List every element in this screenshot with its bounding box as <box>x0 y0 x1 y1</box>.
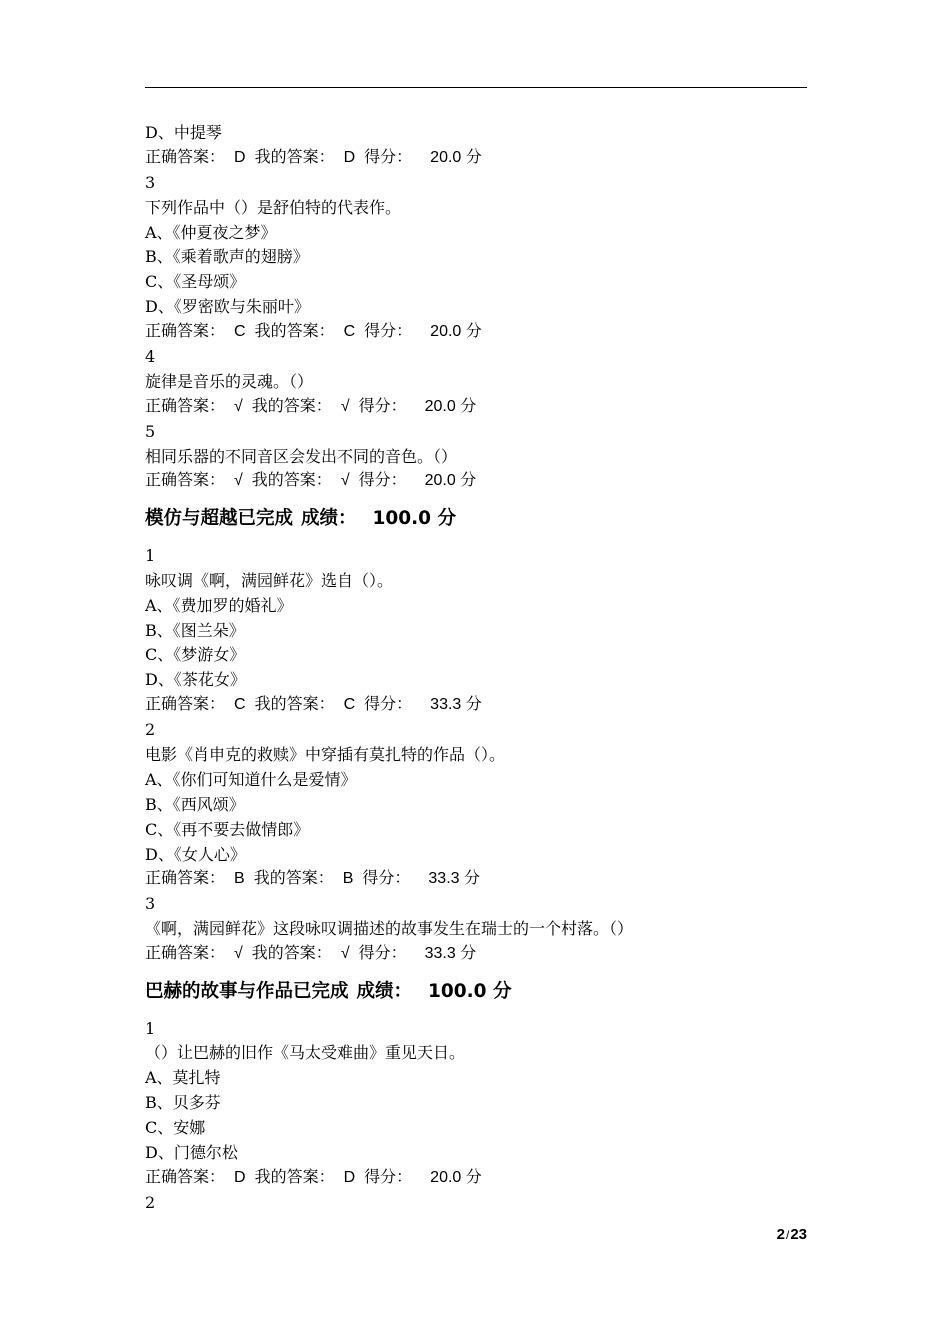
page-number <box>777 1226 807 1243</box>
answer-line <box>145 1166 807 1191</box>
text-line: 旋律是音乐的灵魂。（） <box>145 371 314 391</box>
answer-line <box>145 320 807 345</box>
section-title: 模仿与超越已完成 <box>145 508 294 530</box>
score-label: 得分： <box>362 870 411 888</box>
text-line: B、《图兰朵》 <box>145 620 245 640</box>
correct-answer-label: 正确答案： <box>145 323 226 341</box>
my-answer-value: B <box>342 870 354 888</box>
my-answer-value: √ <box>340 945 350 963</box>
score-label: 得分： <box>364 1168 413 1186</box>
correct-answer-label: 正确答案： <box>145 148 226 166</box>
score-label: 得分： <box>358 472 407 490</box>
my-answer-label: 我的答案： <box>254 1168 335 1186</box>
correct-answer-label: 正确答案： <box>145 1168 226 1186</box>
text-line: A、莫扎特 <box>145 1068 221 1088</box>
text-line: D、《茶花女》 <box>145 670 246 690</box>
text-line: 3 <box>145 894 156 914</box>
my-answer-value: √ <box>340 472 350 490</box>
correct-answer-value: B <box>234 870 245 888</box>
correct-answer-label: 正确答案： <box>145 696 226 714</box>
text-line: 2 <box>145 1192 156 1212</box>
correct-answer-value: C <box>234 323 246 341</box>
text-line: D、中提琴 <box>145 123 222 142</box>
correct-answer-label: 正确答案： <box>145 945 226 963</box>
correct-answer-label: 正确答案： <box>145 472 226 490</box>
my-answer-label: 我的答案： <box>254 323 335 341</box>
my-answer-label: 我的答案： <box>251 397 332 415</box>
document-body <box>145 121 807 1216</box>
text-line: 电影《肖申克的救赎》中穿插有莫扎特的作品（）。 <box>145 744 506 764</box>
answer-line <box>145 469 807 494</box>
text-line: C、《梦游女》 <box>145 645 246 665</box>
my-answer-label: 我的答案： <box>254 696 335 714</box>
text-line: D、《女人心》 <box>145 844 246 864</box>
score-value: 20.0 分 <box>430 1168 482 1186</box>
answer-line <box>145 693 807 718</box>
score-label: 得分： <box>364 696 413 714</box>
score-label: 得分： <box>358 945 407 963</box>
section-score-label: 成绩： <box>356 981 413 1002</box>
header-rule <box>145 87 807 88</box>
my-answer-value: D <box>343 1168 356 1186</box>
answer-line <box>145 867 807 892</box>
score-value: 33.3 分 <box>430 696 482 714</box>
my-answer-label: 我的答案： <box>254 148 335 166</box>
text-line: D、《罗密欧与朱丽叶》 <box>145 297 310 317</box>
text-line: 2 <box>145 720 156 740</box>
text-line: B、贝多芬 <box>145 1093 221 1113</box>
section-score-value: 100.0 分 <box>428 981 512 1002</box>
text-line: A、《仲夏夜之梦》 <box>145 222 277 242</box>
text-line: D、门德尔松 <box>145 1142 238 1162</box>
my-answer-label: 我的答案： <box>251 945 332 963</box>
my-answer-value: √ <box>340 397 350 415</box>
correct-answer-label: 正确答案： <box>145 397 226 415</box>
correct-answer-value: C <box>234 696 246 714</box>
correct-answer-label: 正确答案： <box>145 870 226 888</box>
my-answer-label: 我的答案： <box>251 472 332 490</box>
text-line: 《啊，满园鲜花》这段咏叹调描述的故事发生在瑞士的一个村落。（） <box>145 919 634 939</box>
text-line: 1 <box>145 1018 156 1038</box>
text-line: 咏叹调《啊，满园鲜花》选自（）。 <box>145 570 394 590</box>
text-line: 下列作品中（）是舒伯特的代表作。 <box>145 197 402 217</box>
text-line: 3 <box>145 172 156 192</box>
text-line: B、《乘着歌声的翅膀》 <box>145 247 309 267</box>
correct-answer-value: D <box>234 148 246 166</box>
correct-answer-value: √ <box>234 472 243 490</box>
score-label: 得分： <box>364 323 413 341</box>
score-value: 20.0 分 <box>430 148 482 166</box>
score-value: 20.0 分 <box>424 397 477 415</box>
score-label: 得分： <box>364 148 413 166</box>
my-answer-value: D <box>343 148 356 166</box>
correct-answer-value: D <box>234 1168 246 1186</box>
text-line: 5 <box>145 421 156 441</box>
score-label: 得分： <box>358 397 407 415</box>
score-value: 20.0 分 <box>424 472 477 490</box>
correct-answer-value: √ <box>234 945 243 963</box>
text-line: B、《西风颂》 <box>145 794 245 814</box>
text-line: 相同乐器的不同音区会发出不同的音色。（） <box>145 446 458 466</box>
score-value: 33.3 分 <box>428 870 480 888</box>
total-pages: 23 <box>790 1226 807 1243</box>
score-value: 20.0 分 <box>430 323 482 341</box>
my-answer-value: C <box>343 696 356 714</box>
my-answer-value: C <box>343 323 356 341</box>
text-line: C、《再不要去做情郎》 <box>145 819 310 839</box>
text-line: A、《你们可知道什么是爱情》 <box>145 769 357 789</box>
text-line: 1 <box>145 545 156 565</box>
answer-line <box>145 146 807 171</box>
section-score-label: 成绩： <box>301 508 357 530</box>
text-line: 4 <box>145 347 156 367</box>
section-score-value: 100.0 分 <box>372 508 456 530</box>
text-line: C、《圣母颂》 <box>145 272 246 292</box>
answer-line <box>145 395 807 420</box>
text-line: A、《费加罗的婚礼》 <box>145 595 293 615</box>
text-line: C、安娜 <box>145 1118 206 1138</box>
score-value: 33.3 分 <box>424 945 477 963</box>
my-answer-label: 我的答案： <box>253 870 334 888</box>
current-page: 2 <box>776 1226 785 1243</box>
correct-answer-value: √ <box>234 397 243 415</box>
section-heading <box>145 967 807 1017</box>
answer-line <box>145 942 807 967</box>
page-separator: / <box>785 1228 790 1242</box>
text-line: （）让巴赫的旧作《马太受难曲》重见天日。 <box>145 1043 466 1063</box>
section-title: 巴赫的故事与作品已完成 <box>145 981 349 1002</box>
section-heading <box>145 494 807 544</box>
